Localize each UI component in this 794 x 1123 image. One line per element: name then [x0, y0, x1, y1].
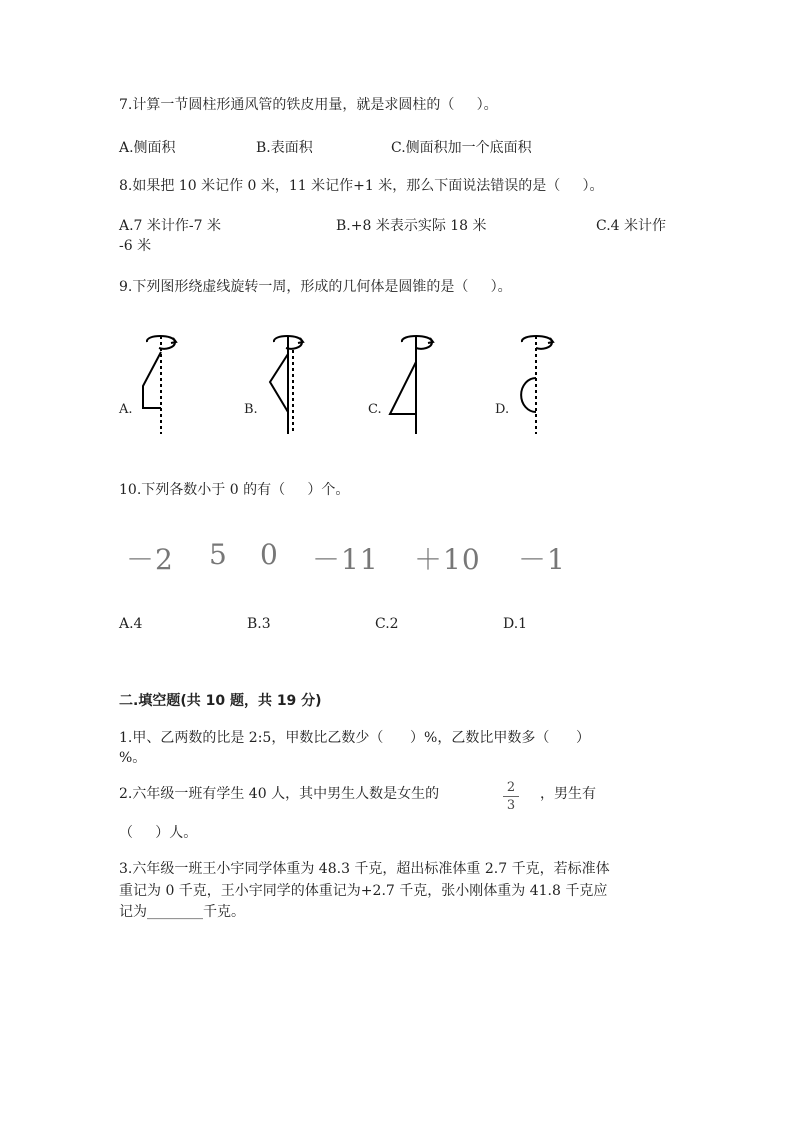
fill1-line2: %。 [119, 750, 147, 766]
q8-option-c-continued: -6 米 [119, 238, 152, 254]
number-5: 5 [209, 538, 228, 571]
q7-option-a[interactable]: A.侧面积 [119, 140, 176, 156]
fraction-numerator: 2 [506, 780, 516, 795]
q9-stem: 9.下列图形绕虚线旋转一周，形成的几何体是圆锥的是（ ）。 [119, 279, 512, 295]
number-minus-11: －11 [312, 543, 379, 576]
fill1-line1: 1.甲、乙两数的比是 2:5，甲数比乙数少（ ）%，乙数比甲数多（ ） [119, 730, 591, 746]
q7-option-b[interactable]: B.表面积 [256, 140, 313, 156]
q10-option-b[interactable]: B.3 [247, 616, 271, 632]
fill2-line1: 2.六年级一班有学生 40 人，其中男生人数是女生的 [119, 786, 440, 802]
figure-b-label[interactable]: B. [244, 402, 258, 417]
fill3-line3: 记为________千克。 [119, 904, 245, 920]
q10-stem: 10.下列各数小于 0 的有（ ）个。 [119, 482, 350, 498]
fraction-bar [503, 796, 519, 797]
fill2-line2: （ ）人。 [119, 825, 198, 841]
figure-d-rotation-shape [510, 330, 560, 440]
fill3-line2: 重记为 0 千克，王小宇同学的体重记为+2.7 千克，张小刚体重为 41.8 千克应 [119, 883, 608, 899]
number-plus-10: ＋10 [414, 543, 481, 576]
q8-option-b[interactable]: B.+8 米表示实际 18 米 [336, 218, 487, 234]
q8-option-c[interactable]: C.4 米计作 [596, 218, 667, 234]
section-heading-fill-in: 二.填空题(共 10 题，共 19 分) [119, 693, 322, 709]
figure-d-label[interactable]: D. [495, 402, 510, 417]
q10-option-d[interactable]: D.1 [503, 616, 528, 632]
number-0: 0 [260, 538, 279, 571]
q8-option-a[interactable]: A.7 米计作-7 米 [119, 218, 222, 234]
number-minus-2: －2 [126, 543, 174, 576]
figure-a-label[interactable]: A. [119, 402, 133, 417]
q7-option-c[interactable]: C.侧面积加一个底面积 [391, 140, 532, 156]
fill2-line1-tail: ，男生有 [540, 786, 596, 802]
fill3-line1: 3.六年级一班王小宇同学体重为 48.3 千克，超出标准体重 2.7 千克，若标准体 [119, 861, 610, 877]
q10-option-c[interactable]: C.2 [375, 616, 399, 632]
figure-c-label[interactable]: C. [368, 402, 382, 417]
figure-a-rotation-shape [135, 330, 185, 440]
number-minus-1: －1 [518, 543, 566, 576]
q7-stem: 7.计算一节圆柱形通风管的铁皮用量，就是求圆柱的（ ）。 [119, 97, 498, 113]
q8-stem: 8.如果把 10 米记作 0 米，11 米记作+1 米，那么下面说法错误的是（ ）。 [119, 178, 604, 194]
q10-option-a[interactable]: A.4 [119, 616, 143, 632]
fraction-denominator: 3 [506, 798, 516, 813]
figure-b-rotation-shape [262, 330, 312, 440]
figure-c-rotation-shape [380, 330, 440, 440]
fraction-two-thirds [503, 780, 519, 813]
